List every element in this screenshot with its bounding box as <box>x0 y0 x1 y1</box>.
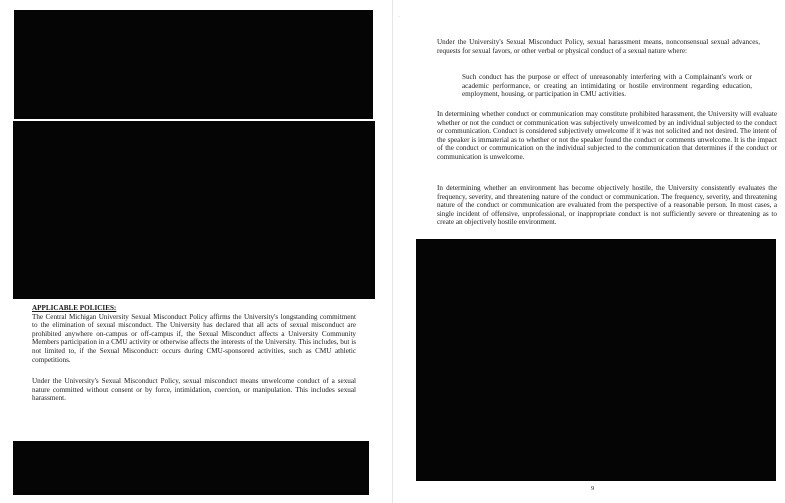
subjective-unwelcome-paragraph: In determining whether conduct or communication may constitute prohibited harassment, the University will evaluate whether or not the conduct or communication was subjectively unwelcomed by an individual subjected to the conduct or communication. Conduct is considered subjectively unwelcome if it was not solicited and not desired. The intent of the speaker is immaterial as to whether or not the speaker found the conduct or comments unwelcome. It is the impact of the conduct or communication on the individual subjected to the communication that determines if the conduct or communication is unwelcome. <box>437 110 777 161</box>
applicable-policies-heading: APPLICABLE POLICIES: <box>32 304 117 312</box>
left-page <box>0 0 392 503</box>
policy-paragraph-2: Under the University's Sexual Misconduct Policy, sexual misconduct means unwelcome conduct of a sexual nature committed without consent or by force, intimidation, coercion, or manipulation. This includes sexual harassment. <box>32 377 356 403</box>
applicable-policies-section <box>32 304 356 364</box>
redaction-block-right <box>416 239 776 481</box>
policy-paragraph-1: The Central Michigan University Sexual Misconduct Policy affirms the University's longstanding commitment to the elimination of sexual misconduct. The University has declared that all acts of sexual misconduct are prohibited anywhere on-campus or off-campus if, the Sexual Misconduct affects a University Community Members participation in a CMU activity or otherwise affects the interests of the University. This includes, but is not limited to, if the Sexual Misconduct: occurs during CMU-sponsored activities, such as CMU athletic competitions. <box>32 312 356 364</box>
corner-mark: · <box>398 14 400 20</box>
objective-hostile-paragraph: In determining whether an environment has become objectively hostile, the University consistently evaluates the frequency, severity, and threatening nature of the conduct or communication. The frequency, severity, and threatening nature of the conduct or communication are evaluated from the perspective of a reasonable person. In most cases, a single incident of offensive, unprofessional, or inappropriate conduct is not sufficiently severe or threatening as to create an objectively hostile environment. <box>437 184 777 227</box>
redaction-block-bottom <box>13 441 369 495</box>
harassment-block-quote: Such conduct has the purpose or effect of unreasonably interfering with a Complainant's work or academic performance, or creating an intimidating or hostile environment regarding education, employment, housing, or participation in CMU activities. <box>462 73 752 99</box>
right-page <box>393 0 785 503</box>
page-number: 9 <box>591 485 595 492</box>
redaction-block-middle <box>13 121 375 299</box>
harassment-definition-paragraph: Under the University's Sexual Misconduct Policy, sexual harassment means, nonconsensual sexual advances, requests for sexual favors, or other verbal or physical conduct of a sexual nature where: <box>437 38 760 55</box>
redaction-block-top <box>14 10 373 119</box>
